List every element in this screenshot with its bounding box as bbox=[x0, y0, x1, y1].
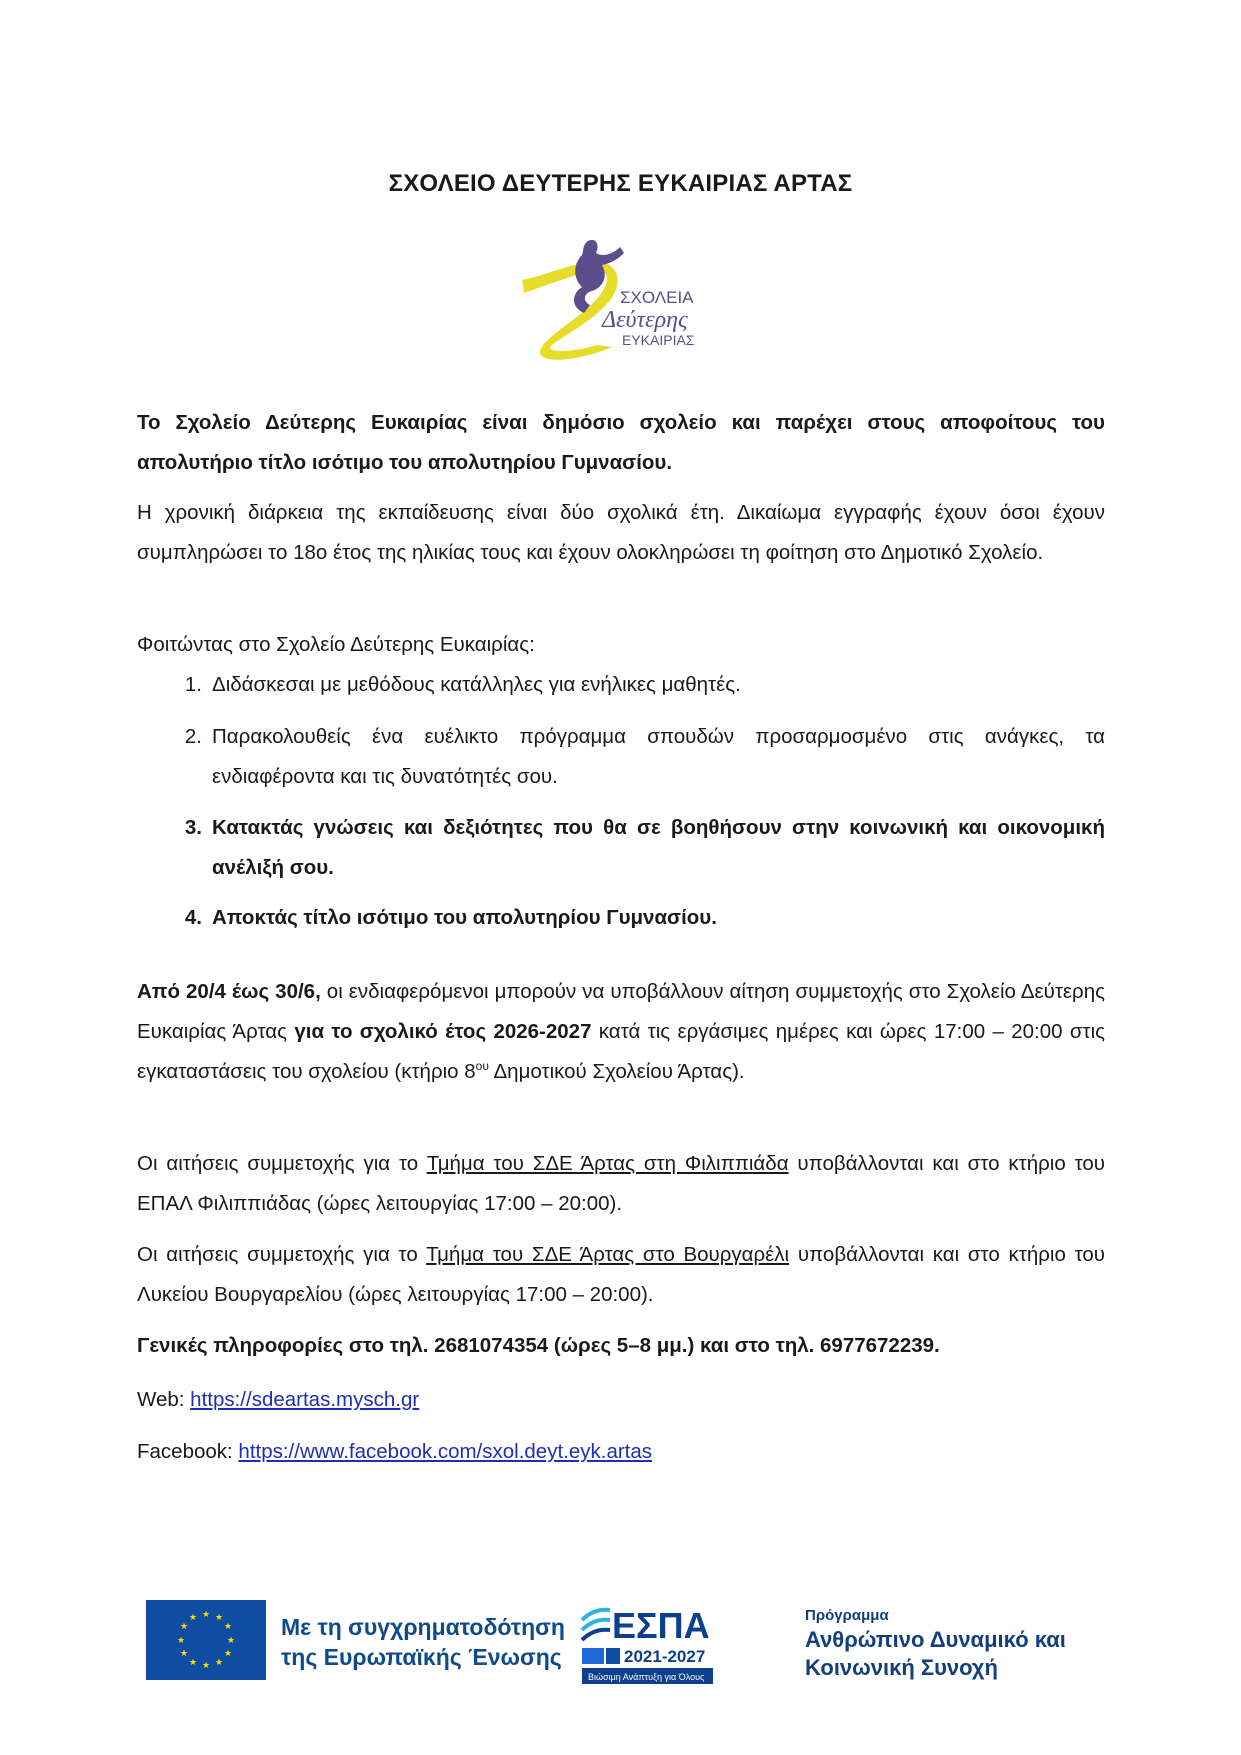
logo-line-2: Δεύτερης bbox=[602, 307, 688, 333]
list-item-text: Κατακτάς γνώσεις και δεξιότητες που θα σε βοηθήσουν στην κοινωνική και οικονομική ανέλιξή σου. bbox=[212, 816, 1105, 879]
svg-text:★: ★ bbox=[179, 1622, 189, 1632]
svg-text:★: ★ bbox=[188, 1613, 198, 1623]
program-line-2: Κοινωνική Συνοχή bbox=[805, 1655, 998, 1680]
list-item-number: 1. bbox=[184, 673, 202, 696]
facebook-line bbox=[137, 1432, 1105, 1472]
web-link[interactable]: https://sdeartas.mysch.gr bbox=[190, 1388, 420, 1411]
program-label: Πρόγραμμα bbox=[805, 1607, 889, 1624]
svg-text:★: ★ bbox=[226, 1636, 236, 1646]
list-item-number: 4. bbox=[184, 906, 202, 929]
svg-text:★: ★ bbox=[201, 1661, 211, 1671]
duration-paragraph: Η χρονική διάρκεια της εκπαίδευσης είναι δύο σχολικά έτη. Δικαίωμα εγγραφής έχουν όσοι έχουν συμπληρώσει το 18ο έτος της ηλικίας τους και έχουν ολοκληρώσει τη φοίτηση στο Δημοτικό Σχολείο. bbox=[137, 501, 1105, 564]
list-item-text: Παρακολουθείς ένα ευέλικτο πρόγραμμα σπουδών προσαρμοσμένο στις ανάγκες, τα ενδιαφέροντα και τις δυνατότητές σου. bbox=[212, 725, 1105, 788]
application-dates: Από 20/4 έως 30/6, bbox=[137, 980, 321, 1003]
logo-line-1: ΣΧΟΛΕΙΑ bbox=[620, 288, 694, 307]
filippiada-post: υποβάλλονται και στο κτήριο του ΕΠΑΛ Φιλιππιάδας (ώρες λειτουργίας 17:00 – 20:00). bbox=[137, 1152, 1106, 1215]
filippiada-department-link[interactable]: Τμήμα του ΣΔΕ Άρτας στη Φιλιππιάδα bbox=[426, 1152, 789, 1175]
list-intro: Φοιτώντας στο Σχολείο Δεύτερης Ευκαιρίας: bbox=[137, 633, 535, 656]
vourgareli-paragraph bbox=[137, 1235, 1105, 1315]
svg-text:★: ★ bbox=[201, 1610, 211, 1620]
web-label: Web: bbox=[137, 1388, 191, 1411]
list-item bbox=[137, 717, 1105, 797]
list-item bbox=[137, 898, 1105, 938]
application-text-b: κατά τις εργάσιμες ημέρες και ώρες 17:00 – 20:00 στις εγκαταστάσεις του σχολείου (κτήριο 8 bbox=[137, 1020, 1106, 1083]
svg-text:★: ★ bbox=[223, 1622, 233, 1632]
eu-line-1: Με τη συγχρηματοδότηση bbox=[281, 1614, 565, 1640]
list-item bbox=[137, 665, 1105, 705]
ordinal-superscript: ου bbox=[475, 1059, 489, 1074]
logo-line-3: ΕΥΚΑΙΡΙΑΣ bbox=[622, 332, 695, 348]
espa-title: ΕΣΠΑ bbox=[612, 1605, 710, 1646]
facebook-label: Facebook: bbox=[137, 1440, 239, 1463]
eu-flag-icon bbox=[146, 1600, 266, 1680]
application-text-a: οι ενδιαφερόμενοι μπορούν να υποβάλλουν αίτηση συμμετοχής στο Σχολείο Δεύτερης Ευκαιρίας Άρτας bbox=[137, 980, 1105, 1043]
list-item-text: Διδάσκεσαι με μεθόδους κατάλληλες για ενήλικες μαθητές. bbox=[212, 673, 741, 696]
program-line-1: Ανθρώπινο Δυναμικό και bbox=[805, 1627, 1066, 1652]
svg-text:★: ★ bbox=[176, 1636, 186, 1646]
svg-text:★: ★ bbox=[214, 1658, 224, 1668]
filippiada-pre: Οι αιτήσεις συμμετοχής για το bbox=[137, 1152, 427, 1175]
svg-text:★: ★ bbox=[214, 1613, 224, 1623]
list-item bbox=[137, 808, 1105, 888]
application-year: για το σχολικό έτος 2026-2027 bbox=[294, 1020, 592, 1043]
espa-years: 2021-2027 bbox=[624, 1647, 706, 1666]
svg-text:★: ★ bbox=[188, 1658, 198, 1668]
contact-info: Γενικές πληροφορίες στο τηλ. 2681074354 (ώρες 5–8 μμ.) και στο τηλ. 6977672239. bbox=[137, 1334, 940, 1357]
eu-line-2: της Ευρωπαϊκής Ένωσης bbox=[281, 1644, 562, 1670]
school-logo bbox=[512, 235, 722, 365]
eu-cofunding-text bbox=[281, 1612, 565, 1672]
facebook-link[interactable]: https://www.facebook.com/sxol.deyt.eyk.artas bbox=[238, 1440, 653, 1463]
vourgareli-department-link[interactable]: Τμήμα του ΣΔΕ Άρτας στο Βουργαρέλι bbox=[426, 1243, 790, 1266]
list-item-number: 3. bbox=[184, 816, 202, 839]
vourgareli-pre: Οι αιτήσεις συμμετοχής για το bbox=[137, 1243, 427, 1266]
application-text-c: Δημοτικού Σχολείου Άρτας). bbox=[488, 1060, 745, 1083]
vourgareli-post: υποβάλλονται και στο κτήριο του Λυκείου Βουργαρελίου (ώρες λειτουργίας 17:00 – 20:00). bbox=[137, 1243, 1106, 1306]
espa-logo bbox=[580, 1598, 715, 1688]
espa-tagline: Βιώσιμη Ανάπτυξη για Όλους bbox=[588, 1672, 705, 1682]
application-paragraph bbox=[137, 972, 1105, 1092]
svg-text:★: ★ bbox=[223, 1649, 233, 1659]
intro-paragraph: Το Σχολείο Δεύτερης Ευκαιρίας είναι δημόσιο σχολείο και παρέχει στους αποφοίτους του απολυτήριο τίτλο ισότιμο του απολυτηρίου Γυμνασίου. bbox=[137, 411, 1105, 474]
program-block bbox=[805, 1606, 1066, 1682]
svg-text:★: ★ bbox=[179, 1649, 189, 1659]
page-title: ΣΧΟΛΕΙΟ ΔΕΥΤΕΡΗΣ ΕΥΚΑΙΡΙΑΣ ΑΡΤΑΣ bbox=[388, 170, 853, 197]
filippiada-paragraph bbox=[137, 1144, 1105, 1224]
web-line bbox=[137, 1380, 1105, 1420]
list-item-number: 2. bbox=[184, 725, 202, 748]
list-item-text: Αποκτάς τίτλο ισότιμο του απολυτηρίου Γυμνασίου. bbox=[212, 906, 717, 929]
